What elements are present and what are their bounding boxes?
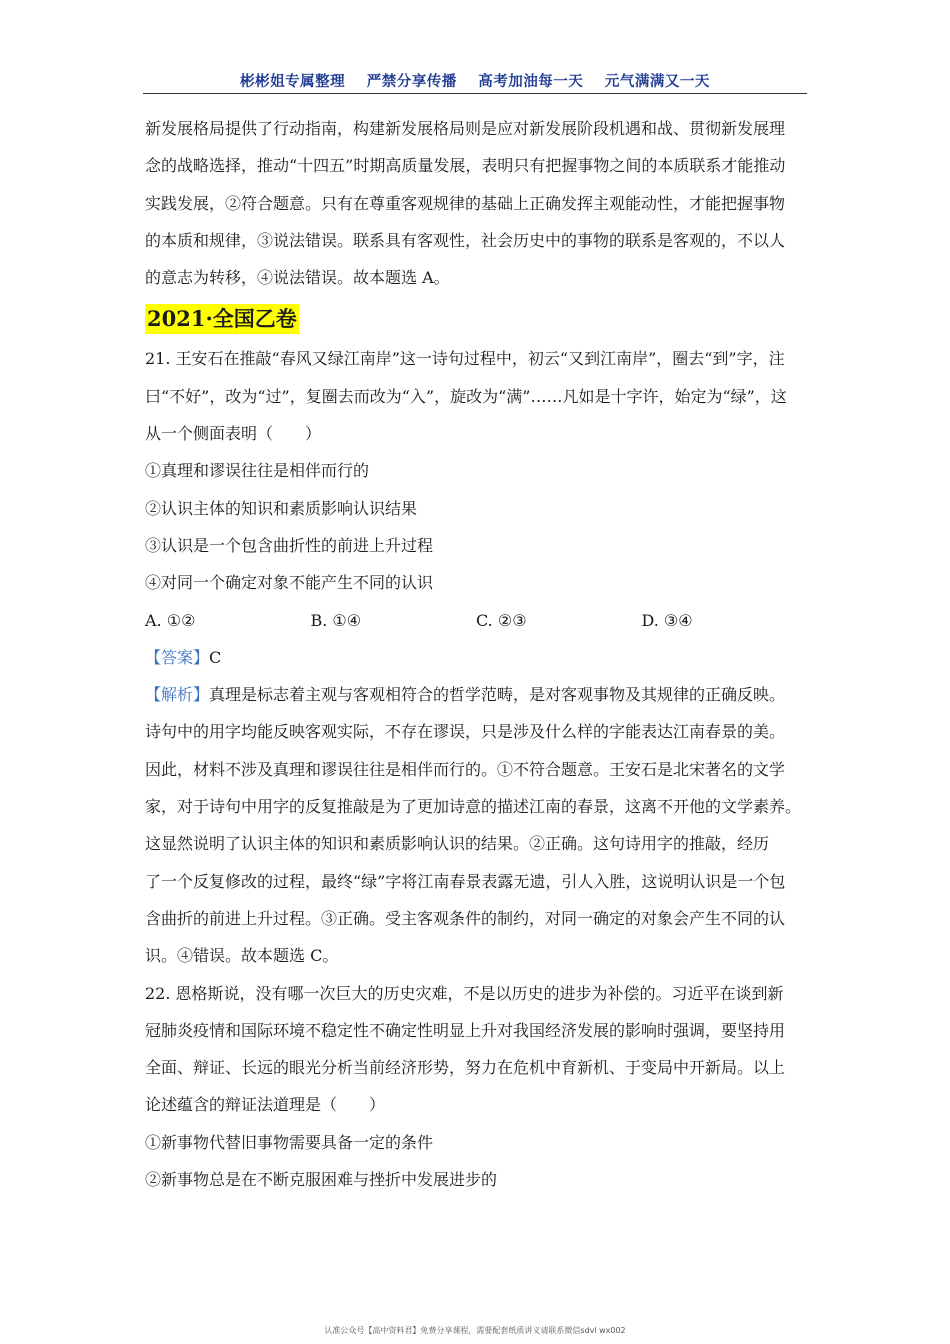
analysis-line: 因此，材料不涉及真理和谬误往往是相伴而行的。①不符合题意。王安石是北宋著名的文学 (145, 759, 786, 779)
question-21-stem: 从一个侧面表明（ ） (145, 424, 322, 444)
answer-line (145, 639, 807, 676)
question-21-item: ③认识是一个包含曲折性的前进上升过程 (145, 535, 434, 555)
question-22-item: ①新事物代替旧事物需要具备一定的条件 (145, 1132, 434, 1152)
section-heading-wrap (145, 296, 807, 340)
page-header (143, 70, 807, 91)
analysis-line (145, 676, 807, 713)
analysis-line: 这显然说明了认识主体的知识和素质影响认识的结果。②正确。这句诗用字的推敲，经历 (145, 834, 770, 854)
question-21-item: ④对同一个确定对象不能产生不同的认识 (145, 573, 434, 593)
question-22-stem: 全面、辩证、长远的眼光分析当前经济形势，努力在危机中育新机、于变局中开新局。以上 (145, 1058, 786, 1078)
section-title: 2021·全国乙卷 (145, 304, 299, 334)
question-21-item: ②认识主体的知识和素质影响认识结果 (145, 498, 418, 518)
option-c: C. ②③ (476, 610, 527, 630)
question-22-stem: 论述蕴含的辩证法道理是（ ） (145, 1095, 386, 1115)
header-item: 高考加油每一天 (478, 73, 584, 90)
analysis-tag: 【解析】 (145, 685, 210, 705)
answer-tag: 【答案】 (145, 647, 210, 667)
header-item: 严禁分享传播 (366, 73, 457, 90)
page-footer: 认准公众号【高中资料君】免费分享课程，需要配套纸质讲义请联系微信sdvl wx002 (324, 1326, 626, 1335)
option-b: B. ①④ (310, 610, 362, 630)
text-line: 实践发展，②符合题意。只有在尊重客观规律的基础上正确发挥主观能动性，才能把握事物 (145, 193, 786, 213)
document-body (145, 110, 807, 1198)
question-21-item: ①真理和谬误往往是相伴而行的 (145, 461, 370, 481)
text-line: 新发展格局提供了行动指南，构建新发展格局则是应对新发展阶段机遇和战、贯彻新发展理 (145, 119, 786, 138)
text-line: 的意志为转移，④说法错误。故本题选 A。 (145, 268, 450, 288)
question-21-stem: 曰“不好”，改为“过”，复圈去而改为“入”，旋改为“满”……凡如是十字许，始定为“绿”，这 (145, 386, 787, 406)
answer-value: C (209, 647, 222, 667)
analysis-text: 真理是标志着主观与客观相符合的哲学范畴，是对客观事物及其规律的正确反映。 (209, 685, 786, 705)
analysis-line: 识。④错误。故本题选 C。 (145, 946, 339, 966)
header-item: 元气满满又一天 (604, 73, 710, 90)
option-d: D. ③④ (641, 610, 693, 630)
header-divider (143, 93, 807, 94)
question-22-stem: 22. 恩格斯说，没有哪一次巨大的历史灾难，不是以历史的进步为补偿的。习近平在谈到新 (145, 983, 784, 1003)
text-line: 的本质和规律，③说法错误。联系具有客观性，社会历史中的事物的联系是客观的，不以人 (145, 230, 786, 250)
analysis-line: 家，对于诗句中用字的反复推敲是为了更加诗意的描述江南的春景，这离不开他的文学素养。 (145, 797, 802, 817)
analysis-line: 诗句中的用字均能反映客观实际，不存在谬误，只是涉及什么样的字能表达江南春景的美。 (145, 722, 786, 742)
text-line: 念的战略选择，推动“十四五”时期高质量发展，表明只有把握事物之间的本质联系才能推动 (145, 156, 786, 176)
question-22-item: ②新事物总是在不断克服困难与挫折中发展进步的 (145, 1170, 498, 1190)
header-item: 彬彬姐专属整理 (240, 73, 346, 90)
question-21-options (145, 602, 807, 639)
question-22-stem: 冠肺炎疫情和国际环境不稳定性不确定性明显上升对我国经济发展的影响时强调，要坚持用 (145, 1020, 786, 1040)
analysis-line: 了一个反复修改的过程，最终“绿”字将江南春景表露无遗，引人入胜，这说明认识是一个包 (145, 871, 786, 891)
option-a: A. ①② (145, 610, 196, 630)
question-21-stem: 21. 王安石在推敲“春风又绿江南岸”这一诗句过程中，初云“又到江南岸”，圈去“到”字，注 (145, 349, 785, 369)
analysis-line: 含曲折的前进上升过程。③正确。受主客观条件的制约，对同一确定的对象会产生不同的认 (145, 908, 786, 928)
